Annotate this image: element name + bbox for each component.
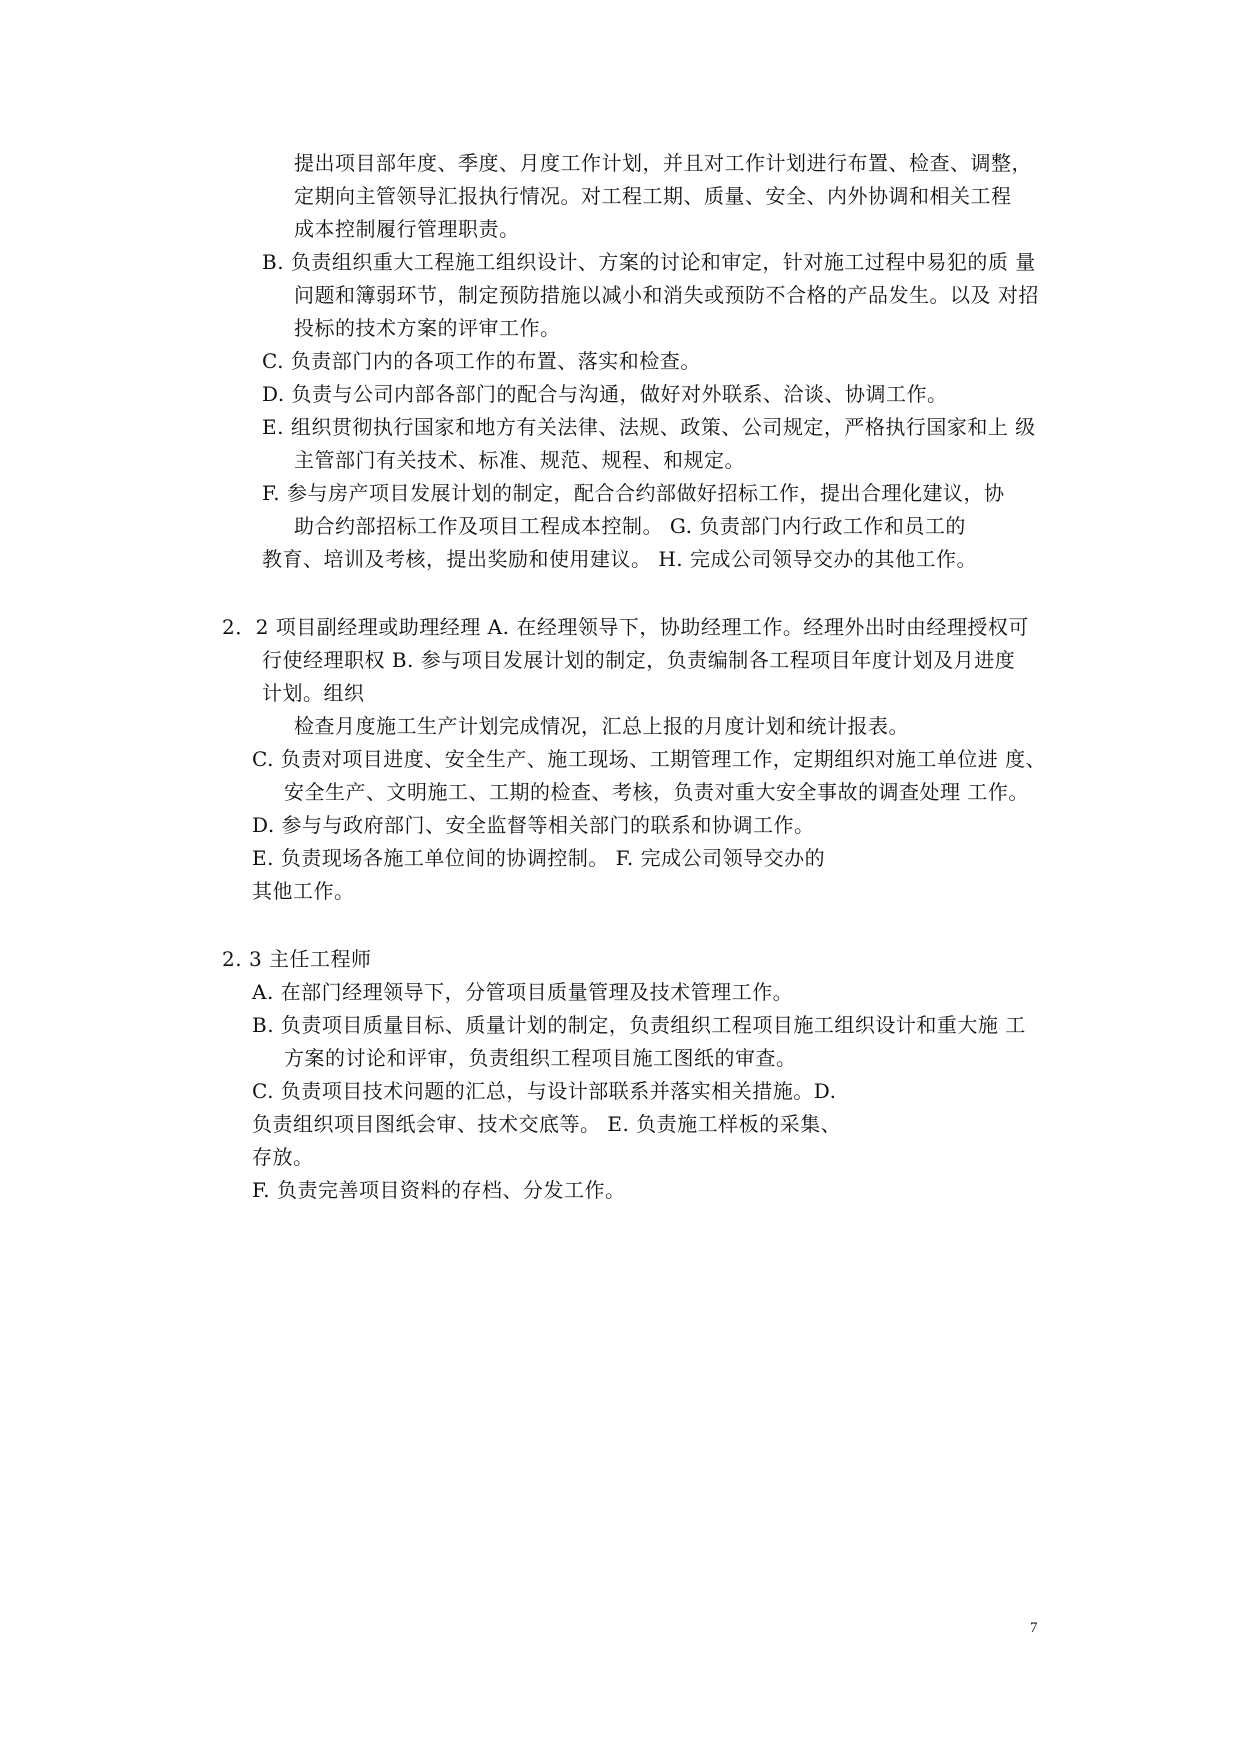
text-line: 安全生产、文明施工、工期的检查、考核，负责对重大安全事故的调查处理 工作。: [284, 780, 1029, 804]
text-line: 存放。: [252, 1145, 314, 1169]
text-line: 投标的技术方案的评审工作。: [294, 316, 561, 340]
text-line: C. 负责对项目进度、安全生产、施工现场、工期管理工作，定期组织对施工单位进 度、: [252, 747, 1047, 771]
text-line: C. 负责部门内的各项工作的布置、落实和检查。: [262, 349, 701, 373]
text-line: 教育、培训及考核，提出奖励和使用建议。 H. 完成公司领导交办的其他工作。: [262, 547, 978, 571]
text-line: E. 负责现场各施工单位间的协调控制。 F. 完成公司领导交办的: [252, 846, 826, 870]
text-line: B. 负责组织重大工程施工组织设计、方案的讨论和审定，针对施工过程中易犯的质 量: [262, 250, 1036, 274]
text-line: 成本控制履行管理职责。: [294, 217, 520, 241]
text-line: F. 负责完善项目资料的存档、分发工作。: [252, 1178, 626, 1202]
text-line: E. 组织贯彻执行国家和地方有关法律、法规、政策、公司规定，严格执行国家和上 级: [262, 415, 1036, 439]
text-line: 定期向主管领导汇报执行情况。对工程工期、质量、安全、内外协调和相关工程: [294, 184, 1012, 208]
text-line: 检查月度施工生产计划完成情况，汇总上报的月度计划和统计报表。: [294, 714, 909, 738]
text-line: 问题和簿弱环节，制定预防措施以减小和消失或预防不合格的产品发生。以及 对招: [294, 283, 1039, 307]
page-number: 7: [1030, 1620, 1038, 1636]
text-line: 方案的讨论和评审，负责组织工程项目施工图纸的审查。: [284, 1046, 797, 1070]
text-line: D. 参与与政府部门、安全监督等相关部门的联系和协调工作。: [252, 813, 815, 837]
text-line: A. 在部门经理领导下，分管项目质量管理及技术管理工作。: [252, 980, 794, 1004]
text-line: 计划。组织: [262, 681, 365, 705]
text-line: F. 参与房产项目发展计划的制定，配合合约部做好招标工作，提出合理化建议，协: [262, 481, 1005, 505]
text-line: B. 负责项目质量目标、质量计划的制定，负责组织工程项目施工组织设计和重大施 工: [252, 1013, 1026, 1037]
text-line: 主管部门有关技术、标准、规范、规程、和规定。: [294, 448, 745, 472]
text-line: 行使经理职权 B. 参与项目发展计划的制定，负责编制各工程项目年度计划及月进度: [262, 648, 1016, 672]
text-line: D. 负责与公司内部各部门的配合与沟通，做好对外联系、洽谈、协调工作。: [262, 382, 948, 406]
text-line: 其他工作。: [252, 879, 355, 903]
text-line: 提出项目部年度、季度、月度工作计划，并且对工作计划进行布置、检查、调整，: [294, 151, 1032, 175]
section-heading-2-2: 2．2 项目副经理或助理经理 A. 在经理领导下，协助经理工作。经理外出时由经理授权可: [222, 615, 1029, 639]
text-line: 助合约部招标工作及项目工程成本控制。 G. 负责部门内行政工作和员工的: [294, 514, 966, 538]
text-line: 负责组织项目图纸会审、技术交底等。 E. 负责施工样板的采集、: [252, 1112, 842, 1136]
text-line: C. 负责项目技术问题的汇总，与设计部联系并落实相关措施。D.: [252, 1079, 837, 1103]
section-heading-2-3: 2. 3 主任工程师: [222, 947, 372, 971]
